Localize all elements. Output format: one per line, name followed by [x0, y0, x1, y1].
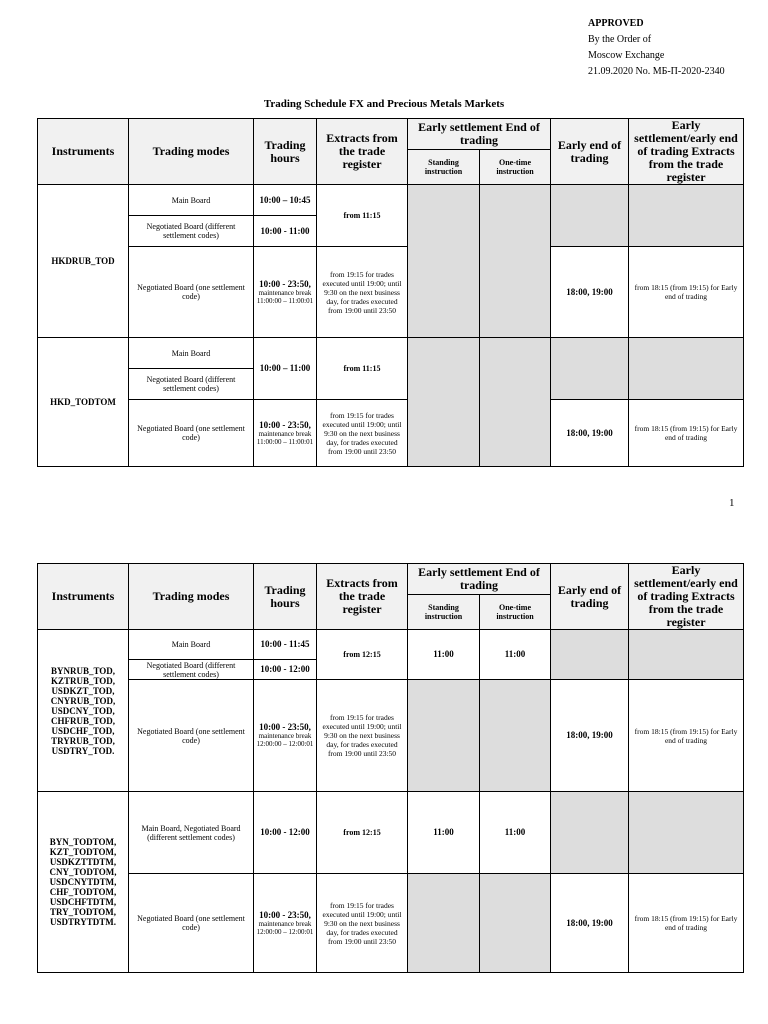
approval-heading: APPROVED [588, 18, 644, 29]
early-end-cell: 18:00, 19:00 [551, 400, 629, 467]
one-time-instruction-cell [480, 874, 551, 973]
standing-instruction-cell [408, 185, 480, 338]
hours-negotiated-different: 10:00 - 11:00 [254, 216, 317, 247]
document-title: Trading Schedule FX and Precious Metals Markets [263, 98, 505, 110]
one-time-instruction-cell [480, 338, 551, 467]
header-early-settlement-extracts: Early settlement/early end of trading Extracts from the trade register [629, 564, 744, 630]
standing-instruction-cell: 11:00 [408, 792, 480, 874]
hours-value: 10:00 - 23:50, [259, 909, 311, 920]
mode-negotiated-different: Negotiated Board (different settlement codes) [129, 216, 254, 247]
mode-negotiated-different: Negotiated Board (different settlement codes) [129, 369, 254, 400]
schedule-table-1 [37, 118, 744, 467]
early-extract-cell: from 18:15 (from 19:15) for Early end of trading [629, 400, 744, 467]
maintenance-break: maintenance break 12:00:00 – 12:00:01 [256, 732, 314, 748]
header-early-settlement-extracts: Early settlement/early end of trading Extracts from the trade register [629, 119, 744, 185]
standing-instruction-cell: 11:00 [408, 630, 480, 680]
page-number: 1 [729, 497, 735, 509]
header-early-end: Early end of trading [551, 564, 629, 630]
extract-cell: from 19:15 for trades executed until 19:00; until 9:30 on the next business day, for trades executed from 19:00 until 23:50 [317, 400, 408, 467]
mode-negotiated-different: Negotiated Board (different settlement codes) [129, 660, 254, 680]
hours-value: 10:00 - 23:50, [259, 722, 311, 732]
early-extract-cell-empty [629, 792, 744, 874]
maintenance-break: maintenance break 11:00:00 – 11:00:01 [256, 429, 314, 446]
header-extracts: Extracts from the trade register [317, 119, 408, 185]
early-end-cell: 18:00, 19:00 [551, 247, 629, 338]
standing-instruction-cell [408, 680, 480, 792]
hours-negotiated-one [254, 247, 317, 338]
hours-main-board: 10:00 – 10:45 [254, 185, 317, 216]
instrument-cell: HKDRUB_TOD [38, 185, 129, 338]
early-extract-cell: from 18:15 (from 19:15) for Early end of trading [629, 680, 744, 792]
header-trading-hours: Trading hours [254, 119, 317, 185]
standing-instruction-cell [408, 338, 480, 467]
hours-main-board: 10:00 - 11:45 [254, 630, 317, 660]
hours-negotiated-one [254, 400, 317, 467]
hours-negotiated-one [254, 680, 317, 792]
hours-negotiated-different: 10:00 - 12:00 [254, 660, 317, 680]
instrument-cell: BYN_TODTOM, KZT_TODTOM, USDKZTTDTM, CNY_TODTOM, USDCNYTDTM, CHF_TODTOM, USDCHFTDTM, TRY_TODTOM, USDTRYTDTM. [38, 792, 129, 973]
one-time-instruction-cell: 11:00 [480, 630, 551, 680]
hours-value: 10:00 - 23:50, [259, 419, 311, 430]
extract-cell: from 19:15 for trades executed until 19:00; until 9:30 on the next business day, for trades executed from 19:00 until 23:50 [317, 247, 408, 338]
header-trading-modes: Trading modes [129, 564, 254, 630]
mode-negotiated-one: Negotiated Board (one settlement code) [129, 400, 254, 467]
extract-cell: from 12:15 [317, 630, 408, 680]
early-end-cell: 18:00, 19:00 [551, 680, 629, 792]
hours-negotiated-one [254, 874, 317, 973]
header-extracts: Extracts from the trade register [317, 564, 408, 630]
approval-line-1: By the Order of [588, 34, 652, 45]
extract-cell: from 11:15 [317, 338, 408, 400]
early-end-cell-empty [551, 338, 629, 400]
extract-cell: from 11:15 [317, 185, 408, 247]
mode-main-board: Main Board [129, 338, 254, 369]
mode-negotiated-one: Negotiated Board (one settlement code) [129, 680, 254, 792]
mode-negotiated-one: Negotiated Board (one settlement code) [129, 247, 254, 338]
header-one-time-instruction: One-time instruction [480, 594, 551, 629]
early-extract-cell-empty [629, 630, 744, 680]
early-extract-cell: from 18:15 (from 19:15) for Early end of trading [629, 247, 744, 338]
approval-line-2: Moscow Exchange [588, 50, 665, 61]
standing-instruction-cell [408, 874, 480, 973]
early-extract-cell-empty [629, 185, 744, 247]
maintenance-break: maintenance break 11:00:00 – 11:00:01 [256, 288, 314, 305]
header-instruments: Instruments [38, 564, 129, 630]
mode-negotiated-one: Negotiated Board (one settlement code) [129, 874, 254, 973]
extract-cell: from 19:15 for trades executed until 19:00; until 9:30 on the next business day, for trades executed from 19:00 until 23:50 [317, 680, 408, 792]
hours-value: 10:00 - 23:50, [259, 278, 311, 289]
header-instruments: Instruments [38, 119, 129, 185]
extract-cell: from 19:15 for trades executed until 19:00; until 9:30 on the next business day, for trades executed from 19:00 until 23:50 [317, 874, 408, 973]
extract-cell: from 12:15 [317, 792, 408, 874]
hours-cell: 10:00 - 12:00 [254, 792, 317, 874]
hours-cell: 10:00 – 11:00 [254, 338, 317, 400]
one-time-instruction-cell [480, 680, 551, 792]
approval-line-3: 21.09.2020 No. МБ-П-2020-2340 [588, 66, 725, 77]
mode-main-negotiated: Main Board, Negotiated Board (different settlement codes) [129, 792, 254, 874]
header-trading-modes: Trading modes [129, 119, 254, 185]
instrument-cell: BYNRUB_TOD, KZTRUB_TOD, USDKZT_TOD, CNYRUB_TOD, USDCNY_TOD, CHFRUB_TOD, USDCHF_TOD, TRYRUB_TOD, USDTRY_TOD. [38, 630, 129, 792]
header-early-settlement: Early settlement End of trading [408, 564, 551, 595]
mode-main-board: Main Board [129, 630, 254, 660]
early-end-cell-empty [551, 185, 629, 247]
header-standing-instruction: Standing instruction [408, 594, 480, 629]
one-time-instruction-cell [480, 185, 551, 338]
maintenance-break: maintenance break 12:00:00 – 12:00:01 [256, 919, 314, 936]
early-extract-cell-empty [629, 338, 744, 400]
header-trading-hours: Trading hours [254, 564, 317, 630]
approval-block [588, 16, 725, 80]
header-early-end: Early end of trading [551, 119, 629, 185]
schedule-table-2 [37, 563, 744, 973]
header-one-time-instruction: One-time instruction [480, 150, 551, 185]
header-early-settlement: Early settlement End of trading [408, 119, 551, 150]
early-end-cell: 18:00, 19:00 [551, 874, 629, 973]
one-time-instruction-cell: 11:00 [480, 792, 551, 874]
instrument-cell: HKD_TODTOM [38, 338, 129, 467]
early-end-cell-empty [551, 630, 629, 680]
early-extract-cell: from 18:15 (from 19:15) for Early end of trading [629, 874, 744, 973]
early-end-cell-empty [551, 792, 629, 874]
header-standing-instruction: Standing instruction [408, 150, 480, 185]
mode-main-board: Main Board [129, 185, 254, 216]
